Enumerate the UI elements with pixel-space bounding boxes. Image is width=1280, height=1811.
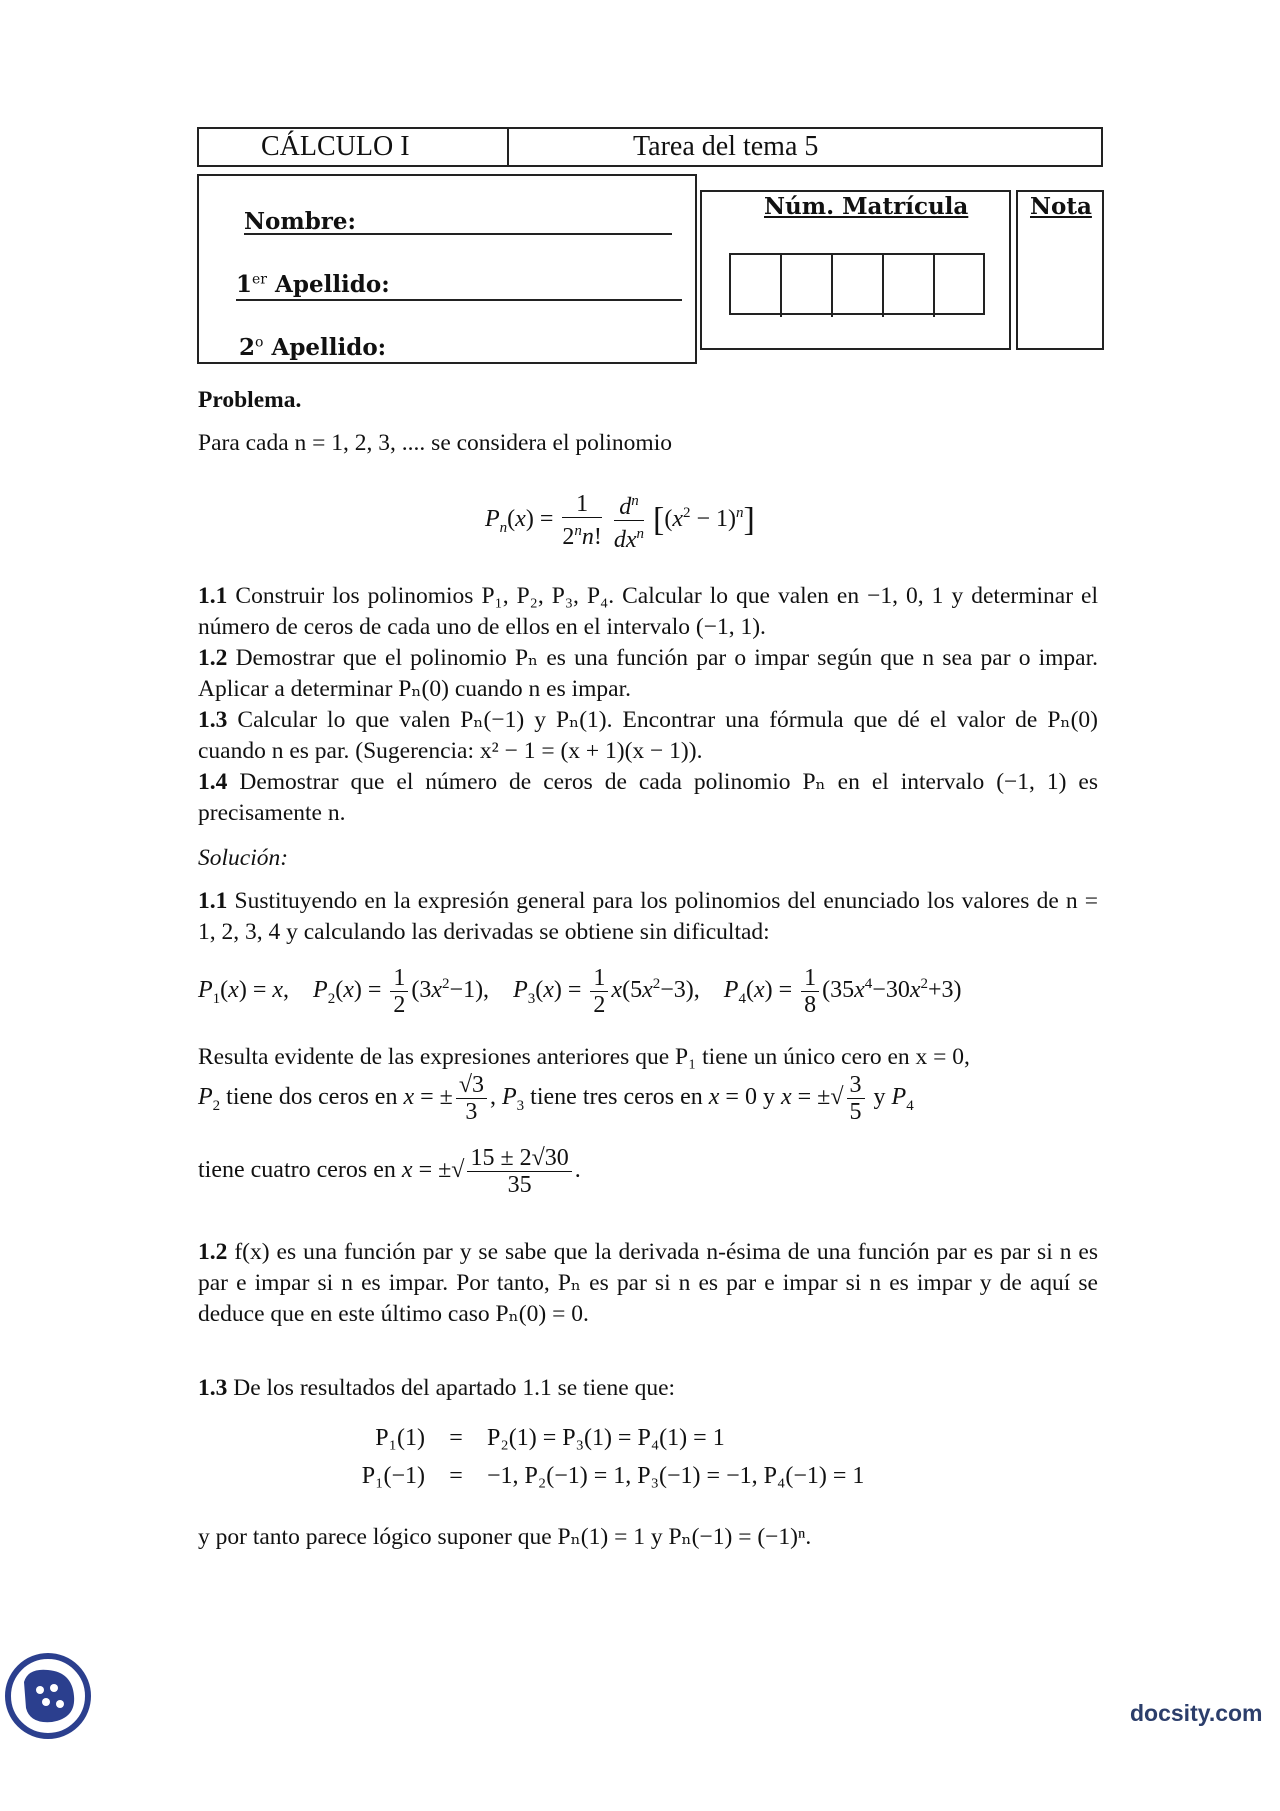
item-number: 1.2 [198, 1239, 228, 1265]
eq1-rhs: P₂(1) = P₃(1) = P₄(1) = 1 [487, 1425, 725, 1451]
solution-1-3-conclusion: y por tanto parece lógico suponer que Pₙ(1) = 1 y Pₙ(−1) = (−1)ⁿ. [198, 1524, 812, 1550]
matricula-cell[interactable] [731, 255, 782, 317]
solution-1-3 [198, 1373, 1098, 1404]
second-surname-ord: 2 [239, 334, 256, 361]
eq-row-1: P₁(1) = P₂(1) = P₃(1) = P₄(1) = 1 [345, 1425, 725, 1452]
docsity-logo-icon[interactable] [4, 1652, 92, 1740]
eq1-lhs: P₁(1) [375, 1425, 425, 1451]
item-number: 1.1 [198, 888, 228, 914]
solution-1-2 [198, 1237, 1098, 1330]
item-number: 1.3 [198, 1375, 228, 1401]
first-surname-sup: er [252, 271, 267, 288]
item-text: Demostrar que el número de ceros de cada polinomio Pₙ en el intervalo (−1, 1) es precisamente n. [198, 769, 1099, 826]
eq-row-2: P₁(−1) = −1, P₂(−1) = 1, P₃(−1) = −1, P₄(−1) = 1 [315, 1463, 864, 1490]
solution-1-1-after: Resulta evidente de las expresiones anteriores que P₁ tiene un único cero en x = 0, [198, 1044, 970, 1070]
first-surname-text: Apellido: [275, 271, 390, 298]
header-box [197, 127, 1103, 167]
first-surname-ord: 1 [236, 271, 253, 298]
course-title: CÁLCULO I [261, 131, 410, 162]
item-text: De los resultados del apartado 1.1 se tiene que: [233, 1375, 676, 1401]
item-text: Construir los polinomios P₁, P₂, P₃, P₄. Calcular lo que valen en −1, 0, 1 y determinar el número de ceros de cada uno de ellos en el intervalo (−1, 1). [198, 583, 1098, 640]
matricula-cell[interactable] [833, 255, 884, 317]
solution-1-1 [198, 886, 1098, 948]
assignment-title: Tarea del tema 5 [633, 131, 819, 162]
grade-box [1016, 190, 1104, 350]
matricula-cell[interactable] [884, 255, 935, 317]
matricula-cells [729, 253, 985, 315]
grade-label: Nota [1030, 193, 1092, 220]
problem-item-1-1 [198, 581, 1098, 643]
eq2-rhs: −1, P₂(−1) = 1, P₃(−1) = −1, P₄(−1) = 1 [487, 1463, 865, 1489]
student-name-box [197, 174, 697, 364]
second-surname-sup: o [255, 334, 264, 351]
docsity-brand[interactable]: docsity.com [1130, 1700, 1263, 1726]
second-surname-label [239, 334, 386, 361]
matricula-box [700, 190, 1011, 350]
problem-item-1-3 [198, 705, 1098, 767]
item-number: 1.1 [198, 583, 228, 609]
second-surname-text: Apellido: [271, 334, 387, 361]
item-text: Demostrar que el polinomio Pₙ es una función par o impar según que n sea par o impar. Aplicar a determinar Pₙ(0) cuando n es impar. [198, 645, 1099, 702]
problem-item-1-4 [198, 767, 1098, 829]
item-number: 1.2 [198, 645, 228, 671]
zeros-line-2: tiene cuatro ceros en x = ±√ $\frac{15 \pm 2√30}{35}$ . [198, 1145, 581, 1198]
header-divider [507, 129, 509, 165]
rodrigues-formula: $P_n(x)$ = $\frac{1}{2^nn!}$ $\frac{d^n}{dx^n}$ $[(x^2 - 1)^n]$ [485, 488, 755, 553]
first-surname-line[interactable] [236, 299, 682, 301]
item-text: f(x) es una función par y se sabe que la derivada n-ésima de una función par es par si n es par e impar si n es impar. Por tanto, Pₙ es par si n es par e impar si n es impar y de aquí se deduce que en este último caso Pₙ(0) = 0. [198, 1239, 1098, 1327]
item-number: 1.4 [198, 769, 228, 795]
zeros-line-1: $P_2$ tiene dos ceros en x = ± $\frac{√3}{3}$ , $P_3$ tiene tres ceros en x = 0 y x = ±√ $\frac{3}{5}$ y $P_4$ [198, 1072, 914, 1125]
problem-intro: Para cada n = 1, 2, 3, .... se considera el polinomio [198, 430, 672, 456]
item-text: Calcular lo que valen Pₙ(−1) y Pₙ(1). Encontrar una fórmula que dé el valor de Pₙ(0) cuando n es par. (Sugerencia: x² − 1 = (x + 1)(x − 1)). [198, 707, 1098, 764]
name-label: Nombre: [244, 208, 357, 235]
matricula-label: Núm. Matrícula [764, 193, 969, 220]
solution-heading: Solución: [198, 845, 289, 871]
matricula-cell[interactable] [935, 255, 986, 317]
item-number: 1.3 [198, 707, 228, 733]
problem-heading: Problema. [198, 387, 302, 413]
eq2-lhs: P₁(−1) [361, 1463, 425, 1489]
name-line[interactable] [244, 233, 672, 235]
matricula-cell[interactable] [782, 255, 833, 317]
item-text: Sustituyendo en la expresión general para los polinomios del enunciado los valores de n = 1, 2, 3, 4 y calculando las derivadas se obtiene sin dificultad: [198, 888, 1098, 945]
first-surname-label [236, 271, 390, 298]
problem-item-1-2 [198, 643, 1098, 705]
legendre-polynomials: $P_1(x) = x$, $P_2(x)$ = $\frac{1}{2}$ $(3x^2-1)$, $P_3(x)$ = $\frac{1}{2}$ $x(5x^2-3)$, $P_4(x)$ = $\frac{1}{8}$ $(35x^4-30x^2+3)$ [198, 965, 962, 1018]
